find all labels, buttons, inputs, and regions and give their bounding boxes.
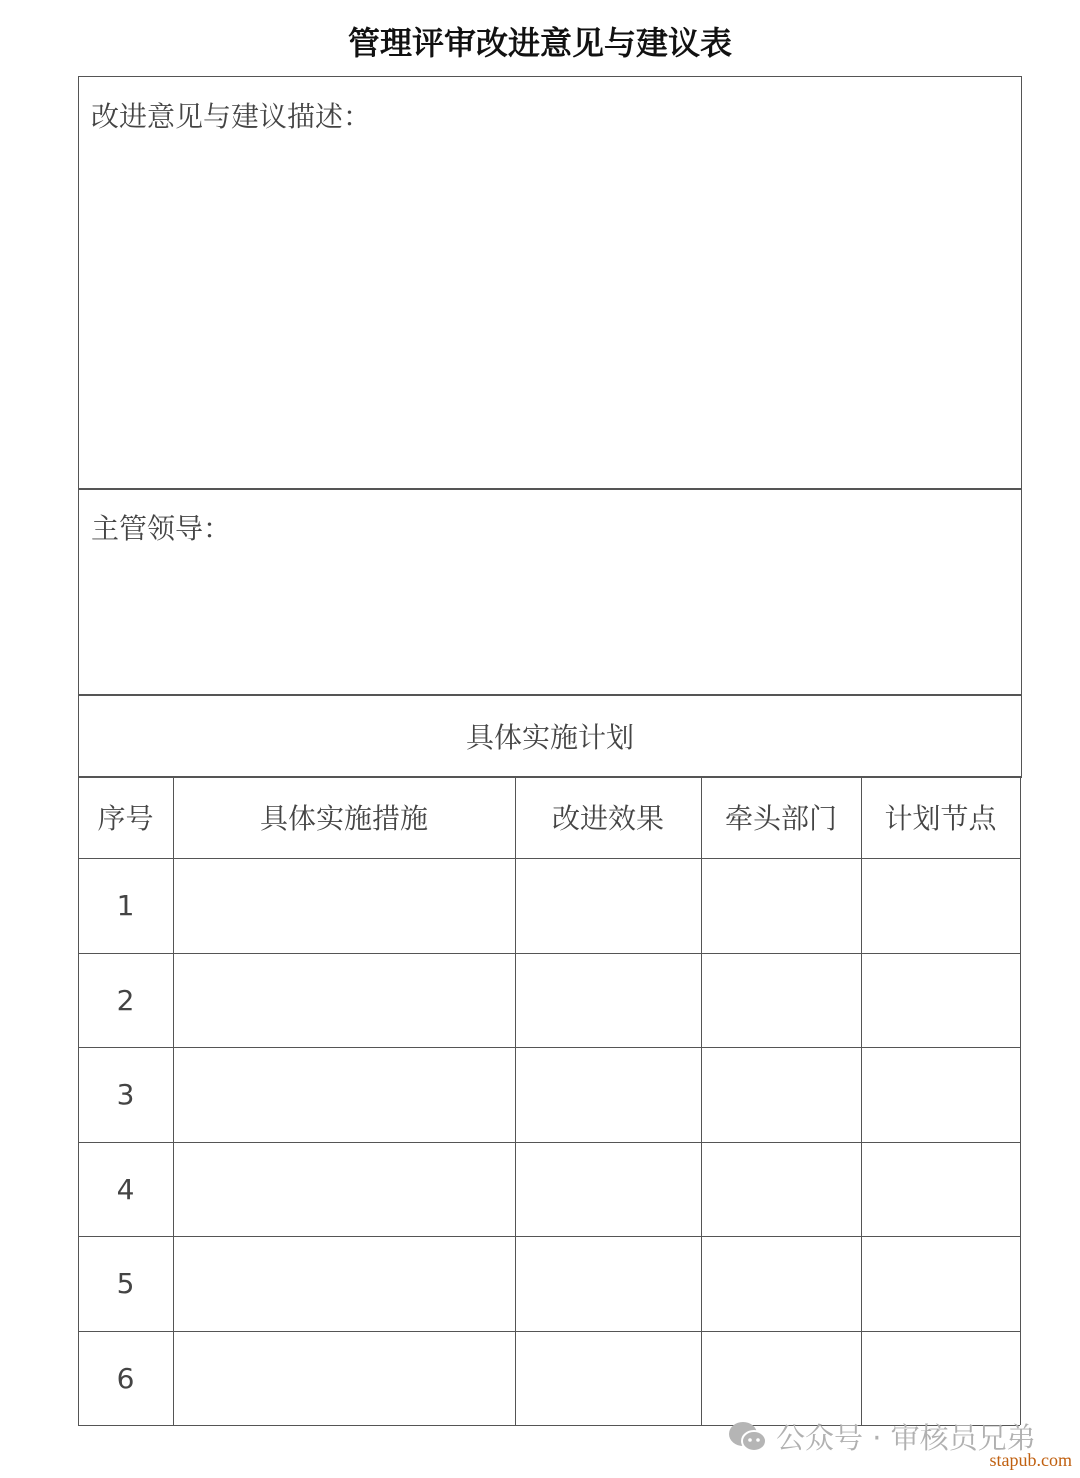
- table-cell[interactable]: [701, 953, 861, 1047]
- table-cell[interactable]: [701, 1236, 861, 1331]
- watermark-text: 公众号 · 审核员兄弟: [776, 1421, 1036, 1455]
- table-cell[interactable]: [173, 1331, 515, 1425]
- column-header: 牵头部门: [724, 802, 837, 835]
- table-divider: [1020, 776, 1021, 1425]
- table-cell[interactable]: [515, 1331, 701, 1425]
- table-cell[interactable]: [515, 858, 701, 953]
- table-cell[interactable]: [701, 1142, 861, 1236]
- table-cell[interactable]: [173, 858, 515, 953]
- table-cell[interactable]: [861, 953, 1020, 1047]
- wechat-icon: [728, 1421, 768, 1453]
- table-cell[interactable]: [861, 1236, 1020, 1331]
- table-cell[interactable]: [173, 1142, 515, 1236]
- row-number: 6: [116, 1361, 135, 1395]
- table-cell[interactable]: [861, 1142, 1020, 1236]
- table-cell[interactable]: [861, 1331, 1020, 1425]
- table-cell[interactable]: [701, 858, 861, 953]
- table-cell[interactable]: [701, 1047, 861, 1142]
- column-header: 序号: [97, 802, 154, 835]
- table-cell[interactable]: [173, 1047, 515, 1142]
- page-title: 管理评审改进意见与建议表: [347, 24, 732, 62]
- row-number: 5: [116, 1267, 135, 1300]
- table-cell[interactable]: [701, 1331, 861, 1425]
- table-cell[interactable]: [173, 1236, 515, 1331]
- table-cell[interactable]: [515, 1236, 701, 1331]
- leader-section: [78, 488, 1022, 696]
- row-number: 2: [116, 983, 135, 1017]
- table-cell[interactable]: [515, 1047, 701, 1142]
- description-label: 改进意见与建议描述：: [91, 100, 372, 133]
- plan-title: 具体实施计划: [78, 694, 1022, 778]
- site-watermark: stapub.com: [989, 1450, 1072, 1470]
- column-header: 具体实施措施: [259, 802, 428, 835]
- table-cell[interactable]: [861, 858, 1020, 953]
- leader-label: 主管领导：: [91, 512, 232, 545]
- table-cell[interactable]: [515, 953, 701, 1047]
- column-header: 改进效果: [551, 802, 664, 835]
- row-number: 4: [116, 1172, 135, 1206]
- column-header: 计划节点: [884, 802, 997, 835]
- description-section: [78, 76, 1022, 490]
- table-cell[interactable]: [861, 1047, 1020, 1142]
- row-number: 3: [116, 1078, 135, 1111]
- table-cell[interactable]: [173, 953, 515, 1047]
- table-cell[interactable]: [515, 1142, 701, 1236]
- row-number: 1: [116, 889, 135, 922]
